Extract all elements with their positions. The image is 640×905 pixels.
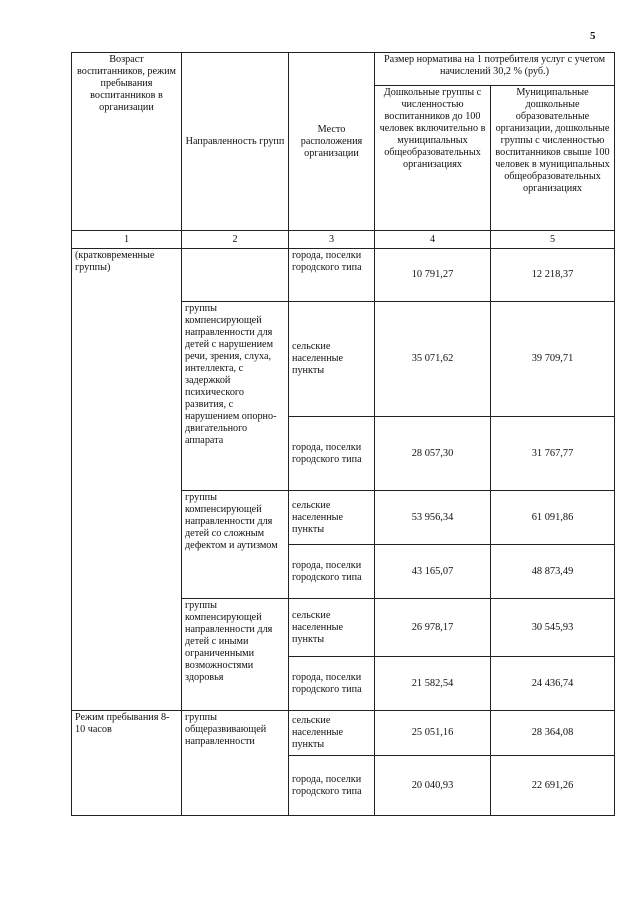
location-cell: города, поселки городского типа bbox=[289, 417, 375, 491]
value-col4: 21 582,54 bbox=[375, 657, 491, 711]
value-col5: 12 218,37 bbox=[491, 249, 615, 302]
direction-compensating-other-disabilities: группы компенсирующей направленности для детей с иными ограниченными возможностями здоровья bbox=[182, 599, 289, 711]
value-col4: 53 956,34 bbox=[375, 491, 491, 545]
location-cell: города, поселки городского типа bbox=[289, 657, 375, 711]
page-number: 5 bbox=[590, 30, 596, 42]
column-number-2: 2 bbox=[182, 231, 289, 249]
value-col5: 28 364,08 bbox=[491, 711, 615, 756]
value-col5: 39 709,71 bbox=[491, 302, 615, 417]
location-cell: сельские населенные пункты bbox=[289, 302, 375, 417]
value-col4: 28 057,30 bbox=[375, 417, 491, 491]
direction-empty bbox=[182, 249, 289, 302]
header-direction: Направленность групп bbox=[182, 53, 289, 231]
value-col4: 10 791,27 bbox=[375, 249, 491, 302]
value-col5: 48 873,49 bbox=[491, 545, 615, 599]
value-col4: 26 978,17 bbox=[375, 599, 491, 657]
header-age-mode: Возраст воспитанников, режим пребывания воспитанников в организации bbox=[72, 53, 182, 231]
value-col4: 43 165,07 bbox=[375, 545, 491, 599]
norms-table bbox=[71, 52, 615, 816]
column-number-1: 1 bbox=[72, 231, 182, 249]
location-cell: города, поселки городского типа bbox=[289, 249, 375, 302]
location-cell: города, поселки городского типа bbox=[289, 545, 375, 599]
header-norm-size: Размер норматива на 1 потребителя услуг с учетом начислений 30,2 % (руб.) bbox=[375, 53, 615, 86]
value-col5: 24 436,74 bbox=[491, 657, 615, 711]
value-col4: 20 040,93 bbox=[375, 756, 491, 816]
value-col5: 30 545,93 bbox=[491, 599, 615, 657]
column-number-4: 4 bbox=[375, 231, 491, 249]
value-col4: 35 071,62 bbox=[375, 302, 491, 417]
location-cell: сельские населенные пункты bbox=[289, 491, 375, 545]
value-col5: 31 767,77 bbox=[491, 417, 615, 491]
direction-compensating-disabilities: группы компенсирующей направленности для детей с нарушением речи, зрения, слуха, интеллекта, с задержкой психического развития, с нарушением опорно-двигательного аппарата bbox=[182, 302, 289, 491]
location-cell: города, поселки городского типа bbox=[289, 756, 375, 816]
column-number-5: 5 bbox=[491, 231, 615, 249]
location-cell: сельские населенные пункты bbox=[289, 711, 375, 756]
header-large-organizations: Муниципальные дошкольные образовательные организации, дошкольные группы с численностью воспитанников свыше 100 человек в муниципальных общеобразовательных организациях bbox=[491, 86, 615, 231]
direction-general-development: группы общеразвивающей направленности bbox=[182, 711, 289, 816]
column-number-3: 3 bbox=[289, 231, 375, 249]
location-cell: сельские населенные пункты bbox=[289, 599, 375, 657]
header-location: Место расположения организации bbox=[289, 53, 375, 231]
value-col5: 22 691,26 bbox=[491, 756, 615, 816]
direction-compensating-complex-autism: группы компенсирующей направленности для детей со сложным дефектом и аутизмом bbox=[182, 491, 289, 599]
mode-short-term: (кратковременные группы) bbox=[72, 249, 182, 711]
value-col4: 25 051,16 bbox=[375, 711, 491, 756]
mode-8-10-hours: Режим пребывания 8-10 часов bbox=[72, 711, 182, 816]
header-small-groups: Дошкольные группы с численностью воспитанников до 100 человек включительно в муниципальных общеобразовательных организациях bbox=[375, 86, 491, 231]
value-col5: 61 091,86 bbox=[491, 491, 615, 545]
